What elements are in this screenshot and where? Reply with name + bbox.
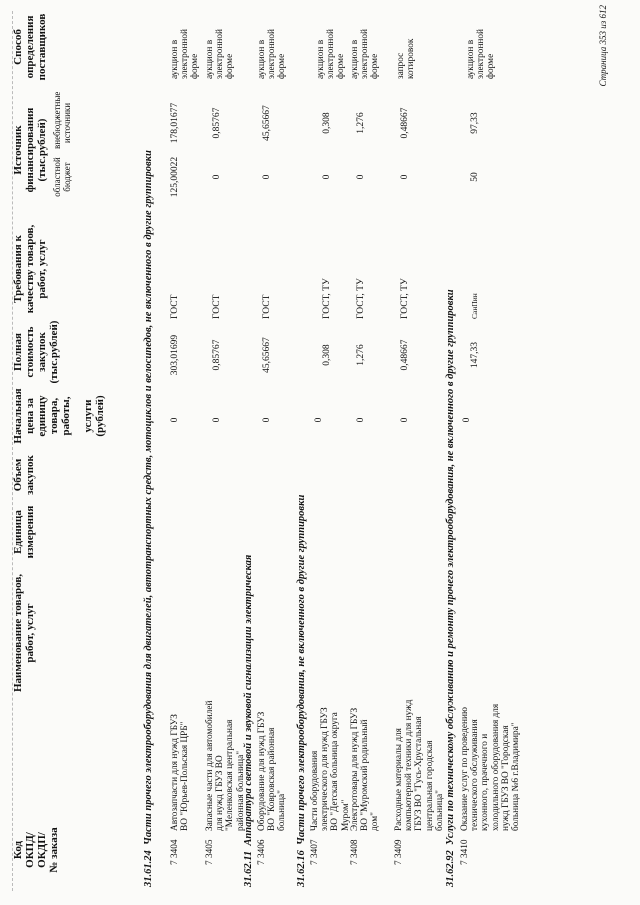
item-name: Автозапчасти для нужд ГБУЗ ВО "Юрьев-Польская ЦРБ" <box>170 714 191 831</box>
header-method-column: Способ определения поставщиков <box>12 13 48 81</box>
extrabudgetary: 1,276 <box>356 112 366 134</box>
page-number: Страница 353 из 612 <box>598 5 608 87</box>
procurement-method: аукцион в электронной форме <box>350 28 381 79</box>
procurement-method: аукцион в электронной форме <box>316 28 347 79</box>
unit-price: 0 <box>462 417 472 423</box>
extrabudgetary: 178,01677 <box>170 102 180 144</box>
header-code-column: Код ОКПД/ ОКДП/ № заказа <box>12 827 60 873</box>
total-cost: 147,33 <box>470 341 480 369</box>
group-heading: 31.62.11 Аппаратура световой и звуковой сигнализации электрическая <box>243 554 254 887</box>
unit-price: 0 <box>400 417 410 423</box>
quality-requirements: ГОСТ, ТУ <box>322 278 332 319</box>
regional-budget: 0 <box>212 174 222 180</box>
header-unit-column: Единица измерения <box>12 505 36 559</box>
procurement-method: аукцион в электронной форме <box>466 28 497 79</box>
unit-price: 0 <box>170 417 180 423</box>
group-heading: 31.61.24 Части прочего электрооборудования для двигателей, автотранспортных средств, мотоциклов и велосипедов, не включенного в другие группировки <box>143 150 154 887</box>
quality-requirements: ГОСТ <box>262 294 272 319</box>
group-heading: 31.62.92 Услуги по техническому обслуживанию и ремонту прочего электрооборудования, не включенного в другие группировки <box>445 289 456 887</box>
regional-budget: 0 <box>400 174 410 180</box>
procurement-method: аукцион в электронной форме <box>257 28 288 79</box>
row-number: 7 3408 <box>350 839 360 865</box>
header-financing-extrabudgetary: внебюджетные источники <box>52 91 72 149</box>
total-cost: 303,01699 <box>170 334 180 376</box>
procurement-method: аукцион в электронной форме <box>170 28 201 79</box>
total-cost: 1,276 <box>356 344 366 366</box>
regional-budget: 0 <box>322 174 332 180</box>
row-number: 7 3406 <box>257 839 267 865</box>
row-number: 7 3407 <box>310 839 320 865</box>
total-cost: 0,85767 <box>212 339 222 371</box>
quality-requirements: ГОСТ <box>170 294 180 319</box>
group-heading: 31.62.16 Части прочего электрооборудования, не включенного в другие группировки <box>296 494 307 887</box>
extrabudgetary: 0,308 <box>322 112 332 134</box>
unit-price: 0 <box>314 417 324 423</box>
row-number: 7 3404 <box>170 839 180 865</box>
row-number: 7 3410 <box>460 839 470 865</box>
header-name-column: Наименование товаров, работ, услуг <box>12 573 36 693</box>
row-number: 7 3409 <box>394 839 404 865</box>
extrabudgetary: 97,33 <box>470 112 480 134</box>
unit-price: 0 <box>356 417 366 423</box>
regional-budget: 125,00022 <box>170 156 180 198</box>
item-name: Части оборудования электрического для нужд ГБУЗ ВО "Детская больница округа Муром" <box>310 707 351 831</box>
extrabudgetary: 45,65667 <box>262 105 272 141</box>
header-financing-regional-budget: областной бюджет <box>52 157 72 197</box>
extrabudgetary: 0,85767 <box>212 107 222 139</box>
item-name: Электротовары для нужд ГБУЗ ВО "Муромский родильный дом" <box>350 707 381 831</box>
regional-budget: 50 <box>470 172 480 182</box>
item-name: Оказание услуг по проведению технического обслуживания кухонного, прачечного и холодильного оборудования для нужд ГБУЗ ВО "Городская больница №6 г.Владимира" <box>460 703 522 831</box>
quality-requirements: ГОСТ, ТУ <box>400 278 410 319</box>
extrabudgetary: 0,48667 <box>400 107 410 139</box>
item-name: Запасные части для автомобилей для нужд ГБУЗ ВО "Меленковская центральная районная больница" <box>205 700 246 831</box>
header-total-column: Полная стоимость закупок (тыс.рублей) <box>12 320 60 384</box>
procurement-method: аукцион в электронной форме <box>205 28 236 79</box>
item-name: Оборудование для нужд ГБУЗ ВО "Ковровская районная больница" <box>257 711 288 831</box>
header-volume-column: Объем закупок <box>12 455 36 495</box>
quality-requirements: ГОСТ <box>212 294 222 319</box>
quality-requirements: СанПин <box>470 293 479 319</box>
regional-budget: 0 <box>262 174 272 180</box>
procurement-method: запрос котировок <box>396 38 417 79</box>
unit-price: 0 <box>262 417 272 423</box>
regional-budget: 0 <box>356 174 366 180</box>
total-cost: 0,308 <box>322 344 332 366</box>
header-price-column: Начальная цена за единицу товара, работы, услуги (рублей) <box>12 388 106 444</box>
header-financing-column: Источник финансирования (тыс.рублей) <box>12 107 48 193</box>
item-name: Расходные материалы для компьютерной техники для нужд ГБУЗ ВО "Гусь-Хрустальная центральная городская больница" <box>394 699 445 831</box>
quality-requirements: ГОСТ, ТУ <box>356 278 366 319</box>
row-number: 7 3405 <box>205 839 215 865</box>
total-cost: 0,48667 <box>400 339 410 371</box>
total-cost: 45,65667 <box>262 337 272 373</box>
unit-price: 0 <box>212 417 222 423</box>
header-requirements-column: Требования к качеству товаров, работ, услуг <box>12 224 48 314</box>
